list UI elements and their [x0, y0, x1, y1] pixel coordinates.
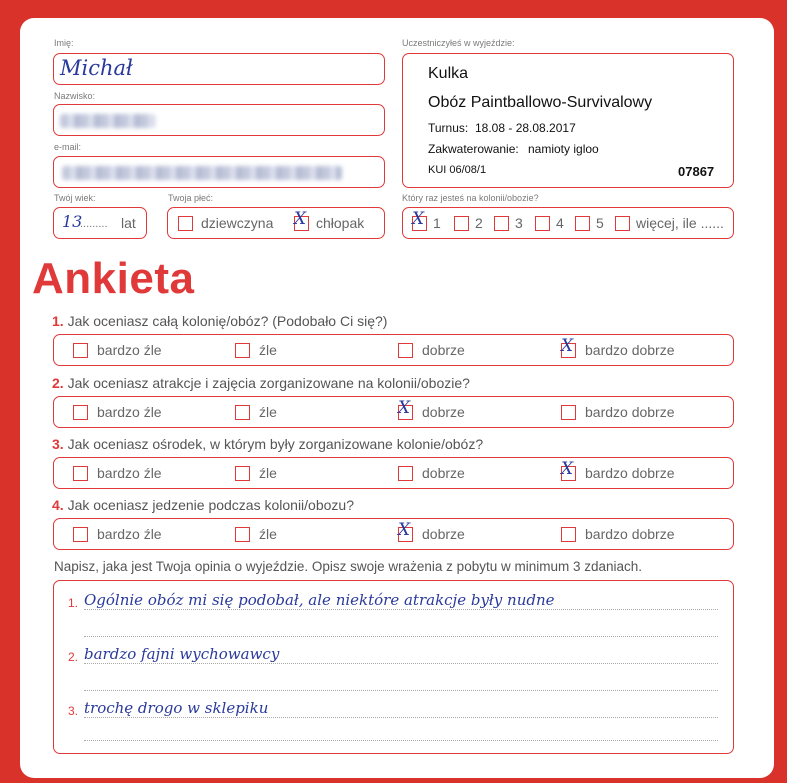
question-2-options: [53, 396, 734, 428]
age-unit: lat: [121, 215, 136, 231]
opinion-line-2: bardzo fajni wychowawcy: [84, 645, 280, 663]
camp-number: 07867: [678, 164, 715, 179]
surname-redacted: [60, 114, 155, 128]
age-value: 13: [62, 212, 83, 231]
option-label: dobrze: [422, 465, 465, 481]
email-field[interactable]: [53, 156, 385, 188]
line-number: 3.: [68, 704, 79, 718]
question-text: Jak oceniasz całą kolonię/obóz? (Podobało Ci się?): [67, 313, 388, 329]
writing-line: [84, 717, 718, 718]
q1-option-very-bad[interactable]: [73, 343, 88, 358]
q4-option-very-bad[interactable]: [73, 527, 88, 542]
camp-code: KUI 06/08/1: [428, 164, 487, 176]
camp-name: Kulka: [428, 65, 469, 82]
option-label: dobrze: [422, 342, 465, 358]
opinion-textarea[interactable]: [53, 580, 734, 754]
question-number: 1.: [52, 313, 64, 329]
gender-female-checkbox[interactable]: [178, 216, 193, 231]
writing-line: [84, 663, 718, 664]
trip-count-5-label: 5: [596, 215, 604, 231]
option-label: bardzo dobrze: [585, 342, 675, 358]
line-number: 2.: [68, 650, 79, 664]
q3-option-good[interactable]: [398, 466, 413, 481]
name-field[interactable]: [53, 53, 385, 85]
trip-count-more-checkbox[interactable]: [615, 216, 630, 231]
trip-count-field: [402, 207, 734, 239]
option-label: źle: [259, 526, 277, 542]
q1-option-very-good[interactable]: [561, 336, 576, 358]
gender-field: [167, 207, 385, 239]
gender-male-label: chłopak: [316, 215, 365, 231]
trip-info-box: [402, 53, 734, 188]
check-mark: X: [561, 459, 574, 479]
q4-option-very-good[interactable]: [561, 527, 576, 542]
trip-count-more-label: więcej, ile ......: [636, 215, 724, 231]
question-3-options: [53, 457, 734, 489]
gender-label: Twoja płeć:: [168, 193, 214, 203]
q2-option-good[interactable]: [398, 398, 413, 420]
option-label: bardzo źle: [97, 465, 162, 481]
option-label: bardzo dobrze: [585, 526, 675, 542]
option-label: źle: [259, 404, 277, 420]
option-label: dobrze: [422, 526, 465, 542]
q2-option-very-bad[interactable]: [73, 405, 88, 420]
option-label: bardzo źle: [97, 526, 162, 542]
trip-count-3-label: 3: [515, 215, 523, 231]
check-mark: X: [412, 209, 425, 229]
check-mark: X: [561, 336, 574, 356]
opinion-line-3: trochę drogo w sklepiku: [84, 699, 269, 717]
opinion-prompt: Napisz, jaka jest Twoja opinia o wyjeździe. Opisz swoje wrażenia z pobytu w minimum 3 zdaniach.: [54, 559, 643, 574]
q3-option-very-bad[interactable]: [73, 466, 88, 481]
camp-title: Obóz Paintballowo-Survivalowy: [428, 94, 653, 111]
q4-option-good[interactable]: [398, 520, 413, 542]
trip-count-label: Który raz jesteś na kolonii/obozie?: [402, 193, 539, 203]
writing-line: [84, 636, 718, 637]
option-label: źle: [259, 465, 277, 481]
q1-option-good[interactable]: [398, 343, 413, 358]
age-dots: .........: [80, 218, 108, 230]
writing-line: [84, 690, 718, 691]
trip-count-4-label: 4: [556, 215, 564, 231]
trip-count-4-checkbox[interactable]: [535, 216, 550, 231]
surname-field[interactable]: [53, 104, 385, 136]
question-text: Jak oceniasz ośrodek, w którym były zorganizowane kolonie/obóz?: [67, 436, 484, 452]
question-number: 2.: [52, 375, 64, 391]
q4-option-bad[interactable]: [235, 527, 250, 542]
turnus-value: 18.08 - 28.08.2017: [475, 121, 576, 135]
option-label: źle: [259, 342, 277, 358]
trip-count-2-checkbox[interactable]: [454, 216, 469, 231]
q2-option-bad[interactable]: [235, 405, 250, 420]
email-label: e-mail:: [54, 142, 82, 152]
trip-count-3-checkbox[interactable]: [494, 216, 509, 231]
writing-line: [84, 740, 718, 741]
survey-title: Ankieta: [32, 254, 195, 303]
surname-label: Nazwisko:: [54, 91, 96, 101]
trip-count-1-checkbox[interactable]: [412, 209, 427, 231]
trip-label: Uczestniczyłeś w wyjeździe:: [402, 38, 515, 48]
question-1-options: [53, 334, 734, 366]
accommodation-value: namioty igloo: [528, 142, 599, 156]
name-value: Michał: [60, 56, 133, 80]
question-text: Jak oceniasz atrakcje i zajęcia zorganizowane na kolonii/obozie?: [67, 375, 470, 391]
q1-option-bad[interactable]: [235, 343, 250, 358]
trip-count-1-label: 1: [433, 215, 441, 231]
age-label: Twój wiek:: [54, 193, 96, 203]
q3-option-very-good[interactable]: [561, 459, 576, 481]
opinion-line-1: Ogólnie obóz mi się podobał, ale niektóre atrakcje były nudne: [84, 591, 555, 609]
line-number: 1.: [68, 596, 79, 610]
question-4-options: [53, 518, 734, 550]
check-mark: X: [398, 398, 411, 418]
option-label: bardzo źle: [97, 342, 162, 358]
option-label: bardzo źle: [97, 404, 162, 420]
check-mark: X: [294, 209, 307, 229]
question-1: [52, 313, 387, 329]
question-4: [52, 497, 354, 513]
question-2: [52, 375, 470, 391]
turnus-label: Turnus:: [428, 121, 469, 135]
trip-count-2-label: 2: [475, 215, 483, 231]
option-label: dobrze: [422, 404, 465, 420]
q3-option-bad[interactable]: [235, 466, 250, 481]
writing-line: [84, 609, 718, 610]
name-label: Imię:: [54, 38, 74, 48]
check-mark: X: [398, 520, 411, 540]
gender-female-label: dziewczyna: [201, 215, 274, 231]
q2-option-very-good[interactable]: [561, 405, 576, 420]
question-3: [52, 436, 483, 452]
accommodation-label: Zakwaterowanie:: [428, 142, 519, 156]
gender-male-checkbox[interactable]: [294, 209, 309, 231]
email-redacted: [62, 166, 342, 180]
age-field[interactable]: [53, 207, 147, 239]
question-text: Jak oceniasz jedzenie podczas kolonii/obozu?: [67, 497, 354, 513]
question-number: 3.: [52, 436, 64, 452]
option-label: bardzo dobrze: [585, 404, 675, 420]
question-number: 4.: [52, 497, 64, 513]
trip-count-5-checkbox[interactable]: [575, 216, 590, 231]
option-label: bardzo dobrze: [585, 465, 675, 481]
